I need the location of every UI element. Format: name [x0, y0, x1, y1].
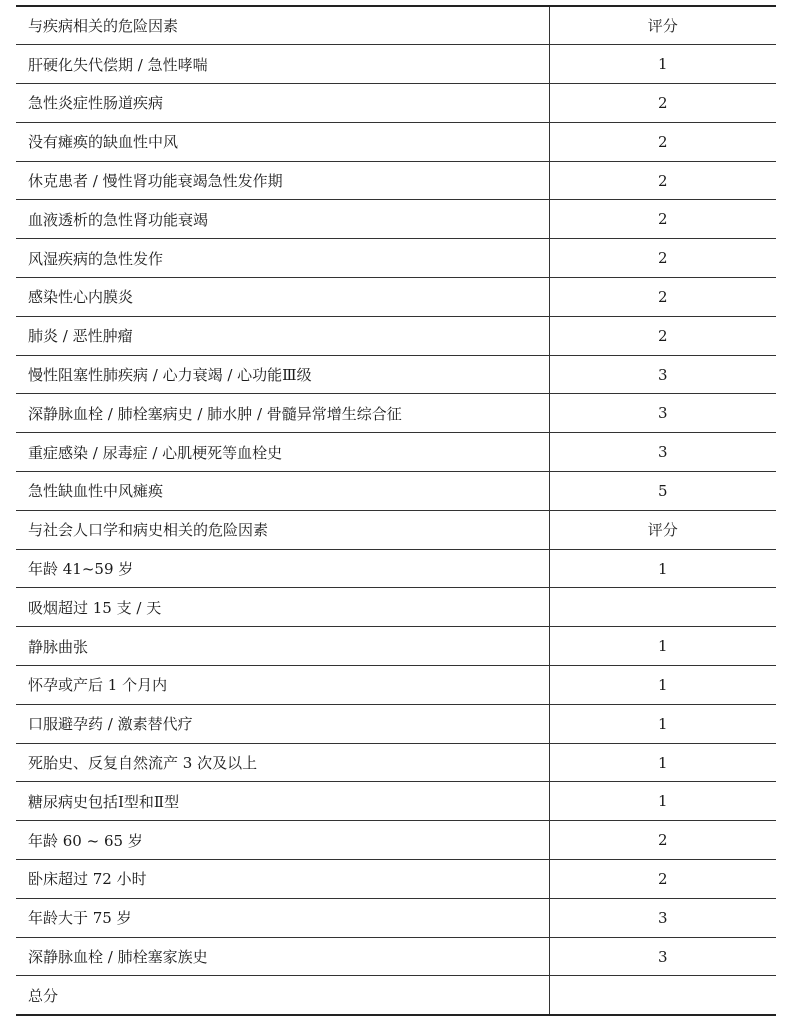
score-cell: 3	[549, 394, 776, 433]
score-cell: 2	[549, 278, 776, 317]
score-cell: 2	[549, 84, 776, 123]
table-row	[16, 84, 776, 123]
risk-factor-cell: 怀孕或产后 1 个月内	[16, 666, 549, 705]
risk-factor-cell: 慢性阻塞性肺疾病 / 心力衰竭 / 心功能Ⅲ级	[16, 355, 549, 394]
risk-factor-cell: 糖尿病史包括Ⅰ型和Ⅱ型	[16, 782, 549, 821]
risk-factor-cell: 深静脉血栓 / 肺栓塞家族史	[16, 937, 549, 976]
risk-factor-cell: 重症感染 / 尿毒症 / 心肌梗死等血栓史	[16, 433, 549, 472]
risk-factor-cell: 没有瘫痪的缺血性中风	[16, 122, 549, 161]
score-cell: 1	[549, 704, 776, 743]
risk-factor-cell: 感染性心内膜炎	[16, 278, 549, 317]
table-row	[16, 743, 776, 782]
risk-factor-cell: 风湿疾病的急性发作	[16, 239, 549, 278]
risk-factor-cell: 年龄 41~59 岁	[16, 549, 549, 588]
score-cell: 1	[549, 549, 776, 588]
risk-factor-cell: 静脉曲张	[16, 627, 549, 666]
risk-factor-cell: 吸烟超过 15 支 / 天	[16, 588, 549, 627]
section-header-label: 与疾病相关的危险因素	[16, 6, 549, 45]
score-column-header: 评分	[549, 6, 776, 45]
risk-factor-table	[16, 5, 776, 1016]
table-row	[16, 704, 776, 743]
score-cell: 1	[549, 743, 776, 782]
table-row	[16, 588, 776, 627]
score-cell: 3	[549, 355, 776, 394]
table-row	[16, 200, 776, 239]
section-header-row	[16, 510, 776, 549]
score-cell: 1	[549, 666, 776, 705]
score-cell	[549, 588, 776, 627]
score-cell: 3	[549, 433, 776, 472]
risk-factor-cell: 急性炎症性肠道疾病	[16, 84, 549, 123]
risk-factor-cell: 深静脉血栓 / 肺栓塞病史 / 肺水肿 / 骨髓异常增生综合征	[16, 394, 549, 433]
table-row	[16, 355, 776, 394]
table-row	[16, 860, 776, 899]
section-header-row	[16, 6, 776, 45]
table-row	[16, 239, 776, 278]
table-row	[16, 316, 776, 355]
score-column-header: 评分	[549, 510, 776, 549]
score-cell: 3	[549, 898, 776, 937]
table-row	[16, 821, 776, 860]
table-row	[16, 433, 776, 472]
risk-factor-cell: 口服避孕药 / 激素替代疗	[16, 704, 549, 743]
risk-factor-cell: 年龄 60 ~ 65 岁	[16, 821, 549, 860]
table-row	[16, 161, 776, 200]
risk-factor-cell: 休克患者 / 慢性肾功能衰竭急性发作期	[16, 161, 549, 200]
table-row	[16, 782, 776, 821]
total-score-cell	[549, 976, 776, 1015]
table-row	[16, 122, 776, 161]
table-row	[16, 394, 776, 433]
total-row	[16, 976, 776, 1015]
score-cell: 2	[549, 821, 776, 860]
table-row	[16, 627, 776, 666]
score-cell: 2	[549, 316, 776, 355]
table-row	[16, 472, 776, 511]
score-cell: 2	[549, 239, 776, 278]
score-cell: 2	[549, 161, 776, 200]
risk-factor-cell: 死胎史、反复自然流产 3 次及以上	[16, 743, 549, 782]
score-cell: 2	[549, 860, 776, 899]
risk-factor-cell: 肝硬化失代偿期 / 急性哮喘	[16, 45, 549, 84]
table-row	[16, 45, 776, 84]
score-cell: 3	[549, 937, 776, 976]
score-cell: 5	[549, 472, 776, 511]
risk-factor-cell: 肺炎 / 恶性肿瘤	[16, 316, 549, 355]
section-header-label: 与社会人口学和病史相关的危险因素	[16, 510, 549, 549]
risk-factor-cell: 年龄大于 75 岁	[16, 898, 549, 937]
total-label: 总分	[16, 976, 549, 1015]
risk-factor-cell: 血液透析的急性肾功能衰竭	[16, 200, 549, 239]
score-cell: 1	[549, 627, 776, 666]
table-row	[16, 666, 776, 705]
score-cell: 2	[549, 200, 776, 239]
table-row	[16, 278, 776, 317]
risk-factor-cell: 卧床超过 72 小时	[16, 860, 549, 899]
table-row	[16, 549, 776, 588]
table-row	[16, 937, 776, 976]
risk-factor-cell: 急性缺血性中风瘫痪	[16, 472, 549, 511]
score-cell: 1	[549, 782, 776, 821]
score-cell: 1	[549, 45, 776, 84]
table-row	[16, 898, 776, 937]
score-cell: 2	[549, 122, 776, 161]
